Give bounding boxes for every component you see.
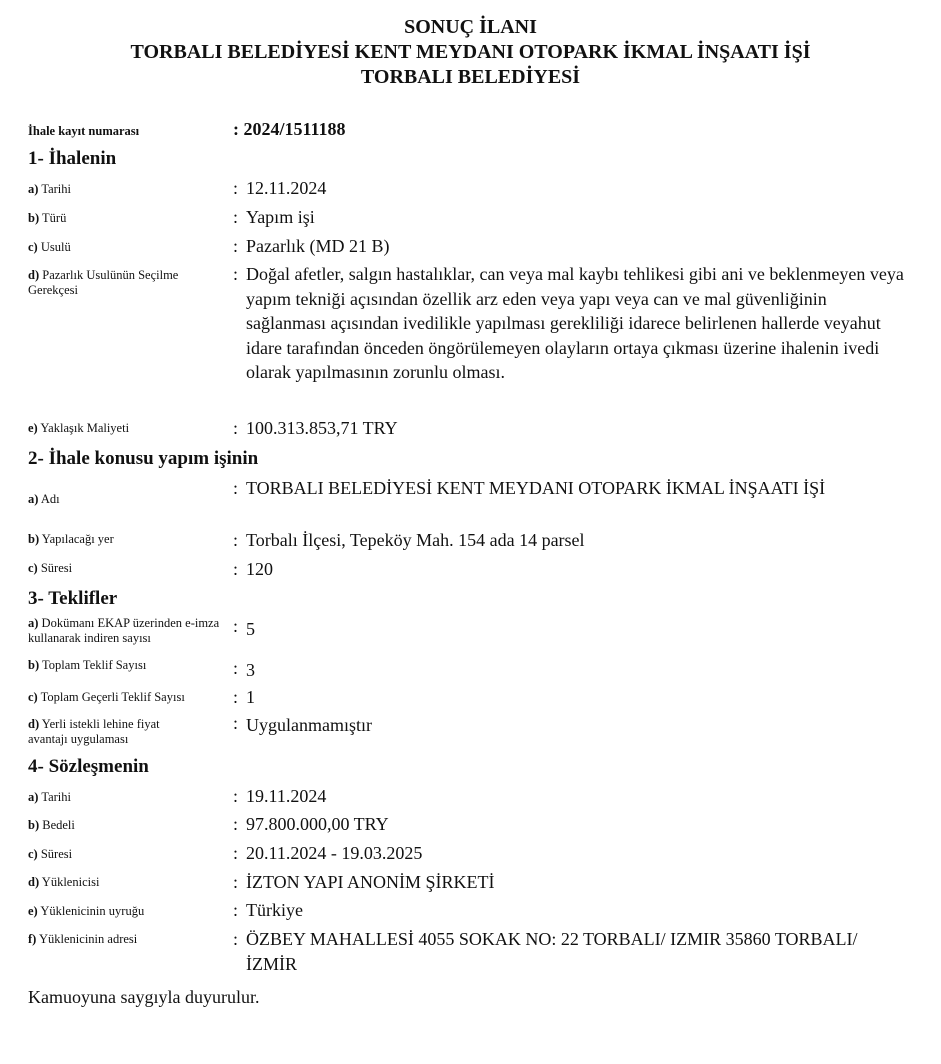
s1-justification-label: d) Pazarlık Usulünün Seçilme Gerekçesi [28, 268, 179, 297]
s1-estimated-cost-label: e) Yaklaşık Maliyeti [28, 421, 130, 435]
s2-location-value: Torbalı İlçesi, Tepeköy Mah. 154 ada 14 parsel [246, 530, 585, 550]
registration-number-value: : 2024/1511188 [233, 119, 346, 139]
colon: : [233, 559, 239, 579]
s2-duration-value: 120 [246, 559, 273, 579]
colon: : [233, 814, 239, 834]
s1-type-value: Yapım işi [246, 207, 315, 227]
s1-estimated-cost-value: 100.313.853,71 TRY [246, 418, 398, 438]
s3-downloads-value: 5 [246, 619, 255, 639]
s2-name-value: TORBALI BELEDİYESİ KENT MEYDANI OTOPARK İKMAL İNŞAATI İŞİ [246, 478, 826, 498]
colon: : [233, 616, 239, 636]
section-2-title: 2- İhale konusu yapım işinin [28, 448, 259, 469]
s4-date-label: a) Tarihi [28, 790, 71, 804]
colon: : [233, 236, 239, 256]
s1-method-value: Pazarlık (MD 21 B) [246, 236, 390, 256]
s4-date-value: 19.11.2024 [246, 786, 327, 806]
colon: : [233, 687, 239, 707]
s2-duration-label: c) Süresi [28, 561, 73, 575]
administration-name: TORBALI BELEDİYESİ [360, 66, 581, 88]
colon: : [233, 264, 239, 284]
tender-title: TORBALI BELEDİYESİ KENT MEYDANI OTOPARK İKMAL İNŞAATI İŞİ [130, 41, 811, 63]
s2-name-label: a) Adı [28, 492, 60, 506]
s2-location-label: b) Yapılacağı yer [28, 532, 114, 546]
colon: : [233, 418, 239, 438]
section-4-title: 4- Sözleşmenin [28, 756, 149, 777]
s3-domestic-advantage-label: d) Yerli istekli lehine fiyat avantajı uygulaması [28, 717, 160, 746]
s4-address-label: f) Yüklenicinin adresi [28, 932, 138, 946]
s4-duration-value: 20.11.2024 - 19.03.2025 [246, 843, 423, 863]
s4-duration-label: c) Süresi [28, 847, 73, 861]
s3-valid-bids-value: 1 [246, 687, 255, 707]
s3-valid-bids-label: c) Toplam Geçerli Teklif Sayısı [28, 690, 185, 704]
s1-type-label: b) Türü [28, 211, 67, 225]
colon: : [233, 786, 239, 806]
colon: : [233, 843, 239, 863]
s4-price-label: b) Bedeli [28, 818, 75, 832]
colon: : [233, 929, 239, 949]
s3-total-bids-value: 3 [246, 660, 255, 680]
announcement-title: SONUÇ İLANI [404, 16, 537, 38]
s1-date-label: a) Tarihi [28, 182, 71, 196]
s4-address-value: ÖZBEY MAHALLESİ 4055 SOKAK NO: 22 TORBALI/ IZMIR 35860 TORBALI/İZMİR [246, 929, 858, 974]
colon: : [233, 900, 239, 920]
colon: : [233, 478, 239, 498]
s3-downloads-label: a) Dokümanı EKAP üzerinden e-imza kullanarak indiren sayısı [28, 616, 220, 645]
colon: : [233, 530, 239, 550]
s4-contractor-value: İZTON YAPI ANONİM ŞİRKETİ [246, 872, 495, 892]
s4-contractor-label: d) Yüklenicisi [28, 875, 100, 889]
registration-number-label: İhale kayıt numarası [28, 124, 140, 138]
s4-nationality-value: Türkiye [246, 900, 303, 920]
s3-domestic-advantage-value: Uygulanmamıştır [246, 715, 372, 735]
s1-date-value: 12.11.2024 [246, 178, 327, 198]
s3-total-bids-label: b) Toplam Teklif Sayısı [28, 658, 147, 672]
s4-nationality-label: e) Yüklenicinin uyruğu [28, 904, 145, 918]
s1-justification-value: Doğal afetler, salgın hastalıklar, can veya mal kaybı tehlikesi gibi ani ve beklenmeyen veya yapım tekniği açısından özellik arz eden veya yapı veya can ve mal güvenliğinin sağlanması açısından ivedilikle yapılması gerekliliği idarece belirlenen hallerde veyahut idare tarafından önceden öngörülemeyen olayların ortaya çıkması üzerine ihalenin ivedi olarak yapılmasının zorunlu olması. [246, 264, 904, 382]
colon: : [233, 207, 239, 227]
colon: : [233, 178, 239, 198]
s4-price-value: 97.800.000,00 TRY [246, 814, 389, 834]
colon: : [233, 658, 239, 678]
colon: : [233, 872, 239, 892]
closing-statement: Kamuoyuna saygıyla duyurulur. [28, 987, 260, 1007]
section-3-title: 3- Teklifler [28, 588, 118, 609]
colon: : [233, 713, 239, 733]
section-1-title: 1- İhalenin [28, 148, 117, 169]
s1-method-label: c) Usulü [28, 240, 71, 254]
